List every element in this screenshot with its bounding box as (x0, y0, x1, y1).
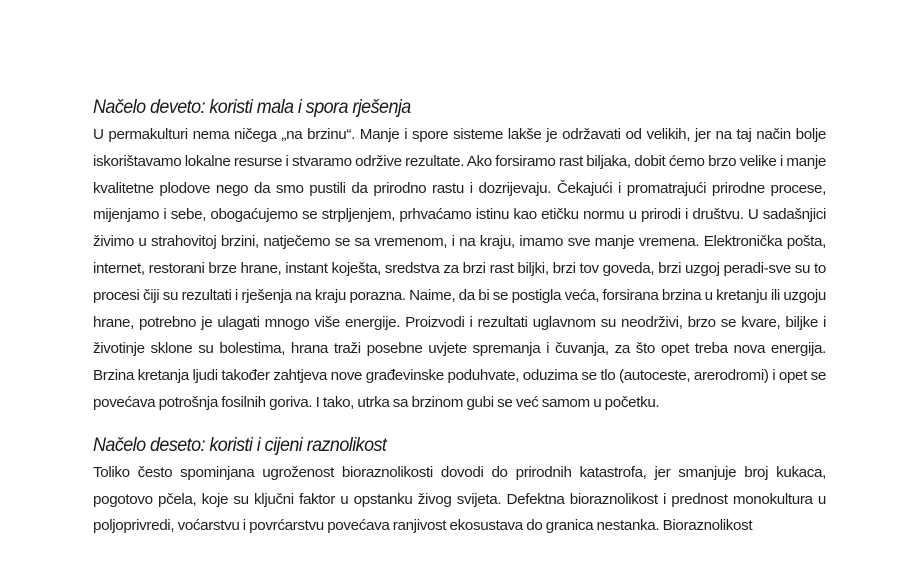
section-body: U permakulturi nema ničega „na brzinu“. Manje i spore sisteme lakše je održavati od velikih, jer na taj način bolje iskorištavamo lokalne resurse i stvaramo održive rezultate. Ako forsiramo rast biljaka, dobit ćemo brzo velike i manje kvalitetne plodove nego da smo pustili da prirodno rastu i dozrijevaju. Čekajući i promatrajući prirodne procese, mijenjamo i sebe, obogaćujemo se strpljenjem, prhvaćamo istinu kao etičku normu u prirodi i društvu. U sadašnjici živimo u strahovitoj brzini, natječemo se sa vremenom, i na kraju, imamo sve manje vremena. Elektronička pošta, internet, restorani brze hrane, instant koješta, sredstva za brzi rast biljki, brzi tov goveda, brzi uzgoj peradi-sve su to procesi čiji su rezultati i rješenja na kraju porazna. Naime, da bi se postigla veća, forsirana brzina u kretanju ili uzgoju hrane, potrebno je ulagati mnogo više energije. Proizvodi i rezultati uglavnom su neodrživi, brzo se kvare, biljke i životinje sklone su bolestima, hrana traži posebne uvjete spremanja i čuvanja, za što opet treba nova energija. Brzina kretanja ljudi također zahtjeva nove građevinske poduhvate, oduzima se tlo (autoceste, arerodromi) i opet se povećava potrošnja fosilnih goriva. I tako, utrka sa brzinom gubi se već samom u početku. (93, 126, 826, 411)
section-body: Toliko često spominjana ugroženost bioraznolikosti dovodi do prirodnih katastrofa, jer smanjuje broj kukaca, pogotovo pčela, koje su ključni faktor u opstanku živog svijeta. Defektna bioraznolikost i prednost monokultura u poljoprivredi, voćarstvu i povrćarstvu povećava ranjivost ekosustava do granica nestanka. Bioraznolikost (93, 463, 826, 535)
section-heading: Načelo deveto: koristi mala i spora rješenja (93, 96, 411, 118)
section-principle-nine (93, 96, 826, 417)
section-principle-ten (93, 434, 826, 540)
section-heading: Načelo deseto: koristi i cijeni raznolikost (93, 433, 387, 456)
document-page (93, 96, 826, 540)
